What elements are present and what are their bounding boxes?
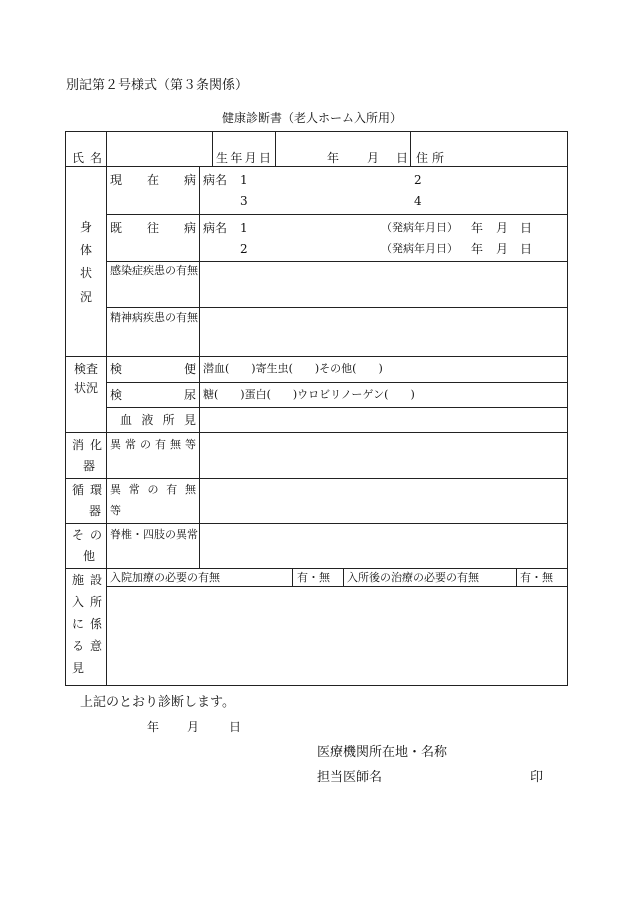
past-disease-num-1: 1	[240, 221, 248, 235]
infection-label: 感染症疾患の有無	[110, 264, 198, 277]
birth-year-unit: 年	[327, 151, 340, 165]
after-treatment-choice[interactable]: 有・無	[520, 571, 553, 584]
past-disease-num-2: 2	[240, 242, 248, 256]
onset-year-2: 年	[471, 242, 484, 256]
past-disease-label: 既 往 病	[110, 221, 196, 235]
facility-label-row1: 施 設	[72, 573, 102, 587]
footer-day: 日	[229, 720, 242, 734]
digestive-item-label: 異 常 の 有 無 等	[110, 438, 196, 451]
onset-day-1: 日	[520, 221, 533, 235]
exam-status-label-2: 状況	[74, 381, 99, 395]
facility-label-row2: 入 所	[72, 595, 102, 609]
onset-year-1: 年	[471, 221, 484, 235]
circulatory-label-row1: 循 環	[72, 483, 102, 497]
circulatory-label-row2: 器	[89, 504, 102, 518]
body-status-label-2: 体	[80, 243, 93, 257]
address-label: 住 所	[416, 151, 444, 165]
facility-opinion-field[interactable]	[107, 587, 567, 685]
stool-test-items: 潜血( )寄生虫( )その他( )	[203, 362, 383, 375]
form-number: 別記第２号様式（第３条関係）	[66, 78, 249, 93]
current-disease-label: 現 在 病	[110, 173, 196, 187]
mental-illness-label: 精神病疾患の有無	[110, 311, 198, 324]
footer-month: 月	[187, 720, 200, 734]
infection-field[interactable]	[200, 262, 567, 307]
birth-date-label: 生 年 月 日	[216, 151, 271, 165]
birth-date-field[interactable]	[276, 132, 410, 166]
circulatory-item-label-row1: 異 常 の 有 無	[110, 483, 196, 496]
digestive-field[interactable]	[200, 433, 567, 478]
body-status-label-1: 身	[80, 220, 93, 234]
hospitalization-label: 入院加療の必要の有無	[110, 571, 220, 584]
current-disease-num-1: 1	[240, 173, 248, 187]
current-disease-num-2: 2	[414, 173, 422, 187]
urine-test-items: 糖( )蛋白( )ウロビリノーゲン( )	[203, 388, 415, 401]
address-field[interactable]	[455, 132, 567, 166]
facility-label-row5: 見	[72, 661, 85, 675]
name-label: 氏 名	[72, 151, 102, 165]
circulatory-field[interactable]	[200, 479, 567, 523]
exam-status-label-1: 検査	[74, 362, 99, 376]
past-disease-prefix: 病名	[203, 221, 228, 235]
institution-label: 医療機関所在地・名称	[317, 745, 448, 760]
hospitalization-choice[interactable]: 有・無	[297, 571, 330, 584]
spine-limbs-label: 脊椎・四肢の異常	[110, 528, 198, 541]
onset-day-2: 日	[520, 242, 533, 256]
onset-month-1: 月	[496, 221, 509, 235]
past-disease-onset-label-2: （発病年月日）	[381, 242, 458, 255]
footer-year: 年	[147, 720, 160, 734]
current-disease-num-4: 4	[414, 194, 422, 208]
stool-test-label: 検 便	[110, 362, 196, 376]
blood-findings-field[interactable]	[200, 408, 567, 432]
urine-test-label: 検 尿	[110, 388, 196, 402]
current-disease-num-3: 3	[240, 194, 248, 208]
digestive-label-row2: 器	[83, 459, 96, 473]
facility-label-row4: る 意	[72, 639, 102, 653]
body-status-label-3: 状	[80, 266, 93, 280]
past-disease-onset-label-1: （発病年月日）	[381, 221, 458, 234]
birth-month-unit: 月	[367, 151, 380, 165]
onset-month-2: 月	[496, 242, 509, 256]
other-label-row1: そ の	[72, 528, 102, 542]
birth-day-unit: 日	[396, 151, 409, 165]
facility-label-row3: に 係	[72, 617, 102, 631]
after-treatment-label: 入所後の治療の必要の有無	[347, 571, 479, 584]
blood-findings-label: 血 液 所 見	[120, 413, 196, 427]
page-title: 健康診断書（老人ホーム入所用）	[222, 111, 403, 125]
spine-limbs-field[interactable]	[200, 524, 567, 568]
seal-mark: 印	[530, 770, 544, 785]
diagnosis-statement: 上記のとおり診断します。	[80, 695, 235, 710]
digestive-label-row1: 消 化	[72, 438, 102, 452]
doctor-name-label: 担当医師名	[317, 770, 383, 785]
circulatory-item-label-row2: 等	[110, 504, 121, 517]
current-disease-prefix: 病名	[203, 173, 228, 187]
other-label-row2: 他	[83, 549, 96, 563]
name-field[interactable]	[107, 132, 212, 166]
body-status-label-4: 況	[80, 290, 93, 304]
mental-illness-field[interactable]	[200, 308, 567, 356]
